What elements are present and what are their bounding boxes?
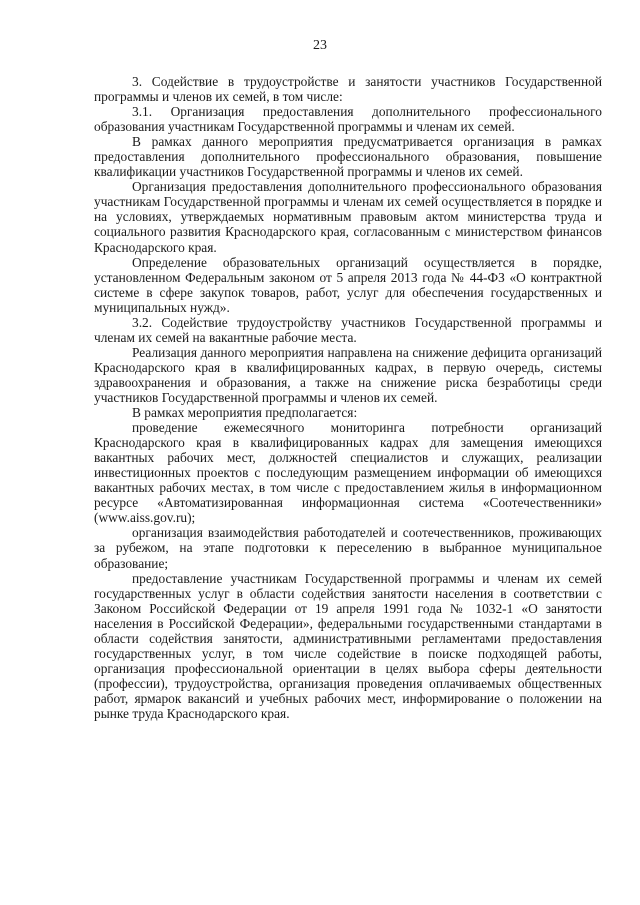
paragraph-section-3-2: 3.2. Содействие трудоустройству участников Государственной программы и членам их семей на вакантные рабочие места. — [94, 314, 602, 345]
paragraph-employer-interaction: организация взаимодействия работодателей и соотечественников, проживающих за рубежом, на этапе подготовки к переселению в выбранное муниципальное образование; — [94, 525, 602, 571]
paragraph-monitoring: проведение ежемесячного мониторинга потребности организаций Краснодарского края в квалифицированных кадрах для замещения имеющихся вакантных рабочих мест, должностей специалистов и служащих, реализации инвестиционных проектов с последующим размещением информации об имеющихся вакантных рабочих местах, в том числе с предоставлением жилья в информационном ресурсе «Автоматизированная информационная система «Соотечественники» (www.aiss.gov.ru); — [94, 420, 602, 526]
paragraph-section-3: 3. Содействие в трудоустройстве и занятости участников Государственной программы и членов их семей, в том числе: — [94, 74, 602, 105]
paragraph-section-3-1: 3.1. Организация предоставления дополнительного профессионального образования участникам Государственной программы и членам их семей. — [94, 104, 602, 135]
document-body — [94, 74, 602, 721]
paragraph-state-services: предоставление участникам Государственной программы и членам их семей государственных услуг в области содействия занятости населения в соответствии с Законом Российской Федерации от 19 апреля 1991 года № 1032-1 «О занятости населения в Российской Федерации», федеральными государственными стандартами в области содействия занятости, административными регламентами предоставления государственных услуг, в том числе содействие в поиске подходящей работы, организация профессиональной ориентации в целях выбора сферы деятельности (профессии), трудоустройства, организация проведения оплачиваемых общественных работ, ярмарок вакансий и учебных рабочих мест, информирование о положении на рынке труда Краснодарского края. — [94, 570, 602, 721]
page-number: 23 — [313, 38, 327, 53]
paragraph-planned-intro: В рамках мероприятия предполагается: — [132, 405, 358, 421]
paragraph-organization-procedure: Организация предоставления дополнительного профессионального образования участникам Государственной программы и членам их семей осуществляется в порядке и на условиях, утверждаемых нормативным правовым актом министерства труда и социального развития Краснодарского края, согласованным с министерством финансов Краснодарского края. — [94, 179, 602, 255]
paragraph-measure-description: В рамках данного мероприятия предусматривается организация в рамках предоставления дополнительного профессионального образования, повышение квалификации участников Государственной программы и членов их семей. — [94, 134, 602, 180]
paragraph-implementation-goal: Реализация данного мероприятия направлена на снижение дефицита организаций Краснодарского края в квалифицированных кадрах, в первую очередь, системы здравоохранения и образования, а также на снижение риска безработицы среди участников Государственной программы и членов их семей. — [94, 344, 602, 405]
paragraph-educational-organizations: Определение образовательных организаций осуществляется в порядке, установленном Федеральным законом от 5 апреля 2013 года № 44-ФЗ «О контрактной системе в сфере закупок товаров, работ, услуг для обеспечения государственных и муниципальных нужд». — [94, 254, 602, 315]
